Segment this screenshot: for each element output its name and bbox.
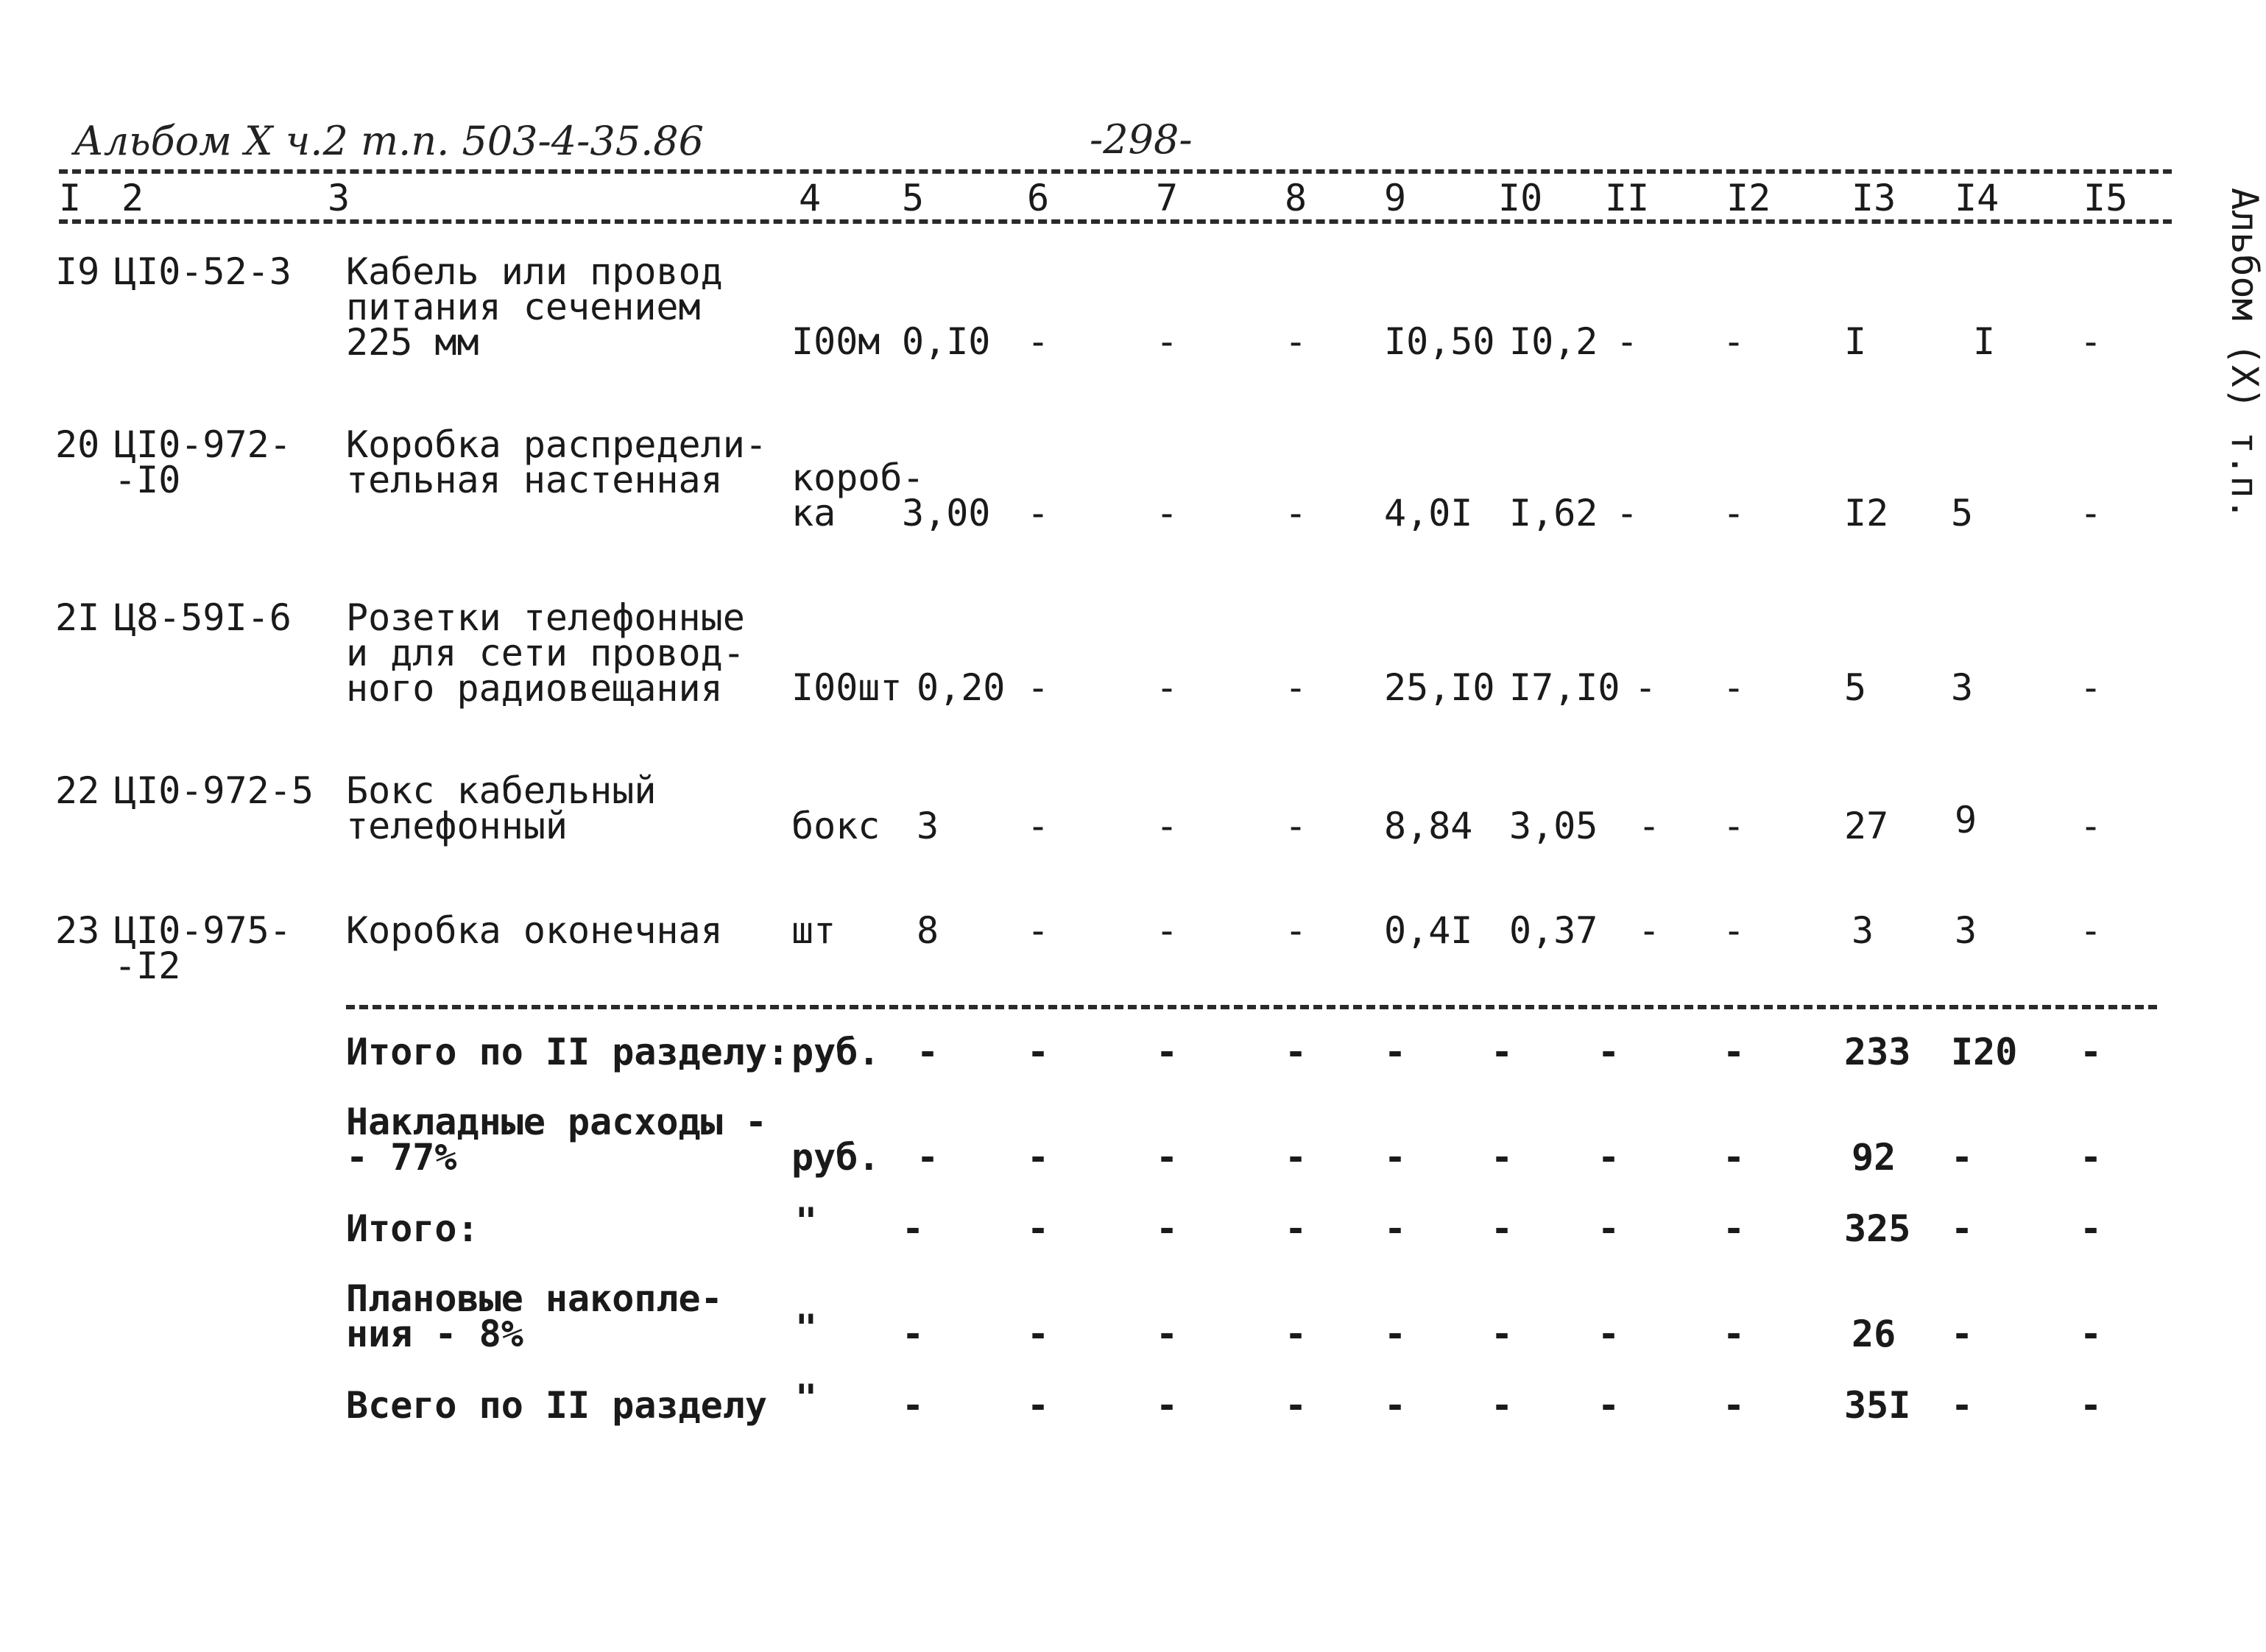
- cell: -: [2080, 492, 2103, 534]
- cell: -: [1723, 320, 1746, 363]
- cell: -: [1598, 1313, 1620, 1355]
- unit: ": [795, 1377, 818, 1419]
- cell: -: [1027, 909, 1050, 952]
- cell: -: [1285, 805, 1307, 847]
- cell: -: [1491, 1207, 1514, 1250]
- cell: -: [1384, 1136, 1407, 1179]
- cell: -: [1156, 1313, 1179, 1355]
- unit: бокс: [791, 805, 880, 847]
- cell: I: [1973, 320, 1996, 363]
- col-number: I: [59, 177, 82, 219]
- quantity: 8: [917, 909, 939, 952]
- unit: шт: [791, 909, 836, 952]
- col-number: II: [1605, 177, 1650, 219]
- row-number: I9: [55, 250, 100, 293]
- table-row: [0, 423, 2261, 545]
- cell: -: [1027, 805, 1050, 847]
- cell: -: [2080, 1313, 2103, 1355]
- cell: -: [1027, 1384, 1050, 1427]
- cell: -: [1285, 492, 1307, 534]
- cell: -: [917, 1136, 939, 1179]
- cell: -: [1027, 320, 1050, 363]
- cell: -: [1951, 1136, 1974, 1179]
- col-number: I4: [1955, 177, 1999, 219]
- cell: 3,05: [1509, 805, 1598, 847]
- cell: -: [1491, 1313, 1514, 1355]
- cell: -: [1598, 1207, 1620, 1250]
- cell: -: [1723, 1207, 1746, 1250]
- cell: -: [1723, 1384, 1746, 1427]
- cell: 5: [1844, 666, 1867, 709]
- cell: I0,50: [1384, 320, 1495, 363]
- cell: -: [902, 1207, 925, 1250]
- total-label: Итого по II разделу:: [346, 1031, 790, 1073]
- header-top-rule: [59, 169, 2172, 174]
- cell: -: [1723, 1136, 1746, 1179]
- col-number: 4: [799, 177, 822, 219]
- totals-row: [0, 1101, 2261, 1179]
- cell: -: [2080, 1031, 2103, 1073]
- total-label: Всего по II разделу: [346, 1384, 767, 1427]
- side-album-label: Альбом (X) т.п.: [2223, 188, 2266, 520]
- cell: -: [2080, 1207, 2103, 1250]
- cell: 25,I0: [1384, 666, 1495, 709]
- cell: -: [1723, 492, 1746, 534]
- cell: -: [1951, 1207, 1974, 1250]
- cell: -: [1285, 909, 1307, 952]
- unit: ": [795, 1200, 818, 1243]
- cell: -: [1616, 320, 1639, 363]
- cell: -: [917, 1031, 939, 1073]
- totals-row: [0, 1277, 2261, 1355]
- cell: 9: [1955, 799, 1977, 841]
- cell: -: [1285, 1384, 1307, 1427]
- total-label: Плановые накопле- ния - 8%: [346, 1277, 723, 1355]
- totals-separator: [346, 1005, 2157, 1009]
- header-bottom-rule: [59, 219, 2172, 224]
- totals-row: [0, 1031, 2261, 1079]
- col-number: 3: [328, 177, 350, 219]
- cell: -: [1598, 1384, 1620, 1427]
- table-row: [0, 596, 2261, 718]
- col-number: I2: [1726, 177, 1771, 219]
- cell: I7,I0: [1509, 666, 1620, 709]
- col-number: 8: [1285, 177, 1307, 219]
- item-name: Бокс кабельный телефонный: [346, 769, 657, 847]
- price-code: ЦI0-972-5: [114, 769, 314, 812]
- item-name: Кабель или провод питания сечением 225 мм: [346, 250, 723, 364]
- cell: 233: [1844, 1031, 1911, 1073]
- cell: -: [1156, 1031, 1179, 1073]
- cell: I2: [1844, 492, 1889, 534]
- item-name: Коробка оконечная: [346, 909, 723, 952]
- quantity: 3,00: [902, 492, 991, 534]
- cell: -: [1156, 1384, 1179, 1427]
- col-number: 9: [1384, 177, 1407, 219]
- cell: -: [1491, 1136, 1514, 1179]
- cell: I,62: [1509, 492, 1598, 534]
- cell: -: [1027, 1207, 1050, 1250]
- cell: -: [1027, 666, 1050, 709]
- row-number: 23: [55, 909, 100, 952]
- cell: 0,4I: [1384, 909, 1473, 952]
- cell: -: [1285, 1031, 1307, 1073]
- cell: -: [1156, 666, 1179, 709]
- cell: -: [1156, 320, 1179, 363]
- cell: -: [2080, 909, 2103, 952]
- col-number: 6: [1027, 177, 1050, 219]
- cell: -: [2080, 1136, 2103, 1179]
- row-number: 2I: [55, 596, 100, 639]
- column-number-row: [0, 177, 2261, 219]
- cell: -: [1384, 1031, 1407, 1073]
- cell: -: [1951, 1384, 1974, 1427]
- cell: -: [902, 1313, 925, 1355]
- cell: 3: [1852, 909, 1874, 952]
- cell: -: [1491, 1384, 1514, 1427]
- cell: 3: [1951, 666, 1974, 709]
- cell: I0,2: [1509, 320, 1598, 363]
- cell: 325: [1844, 1207, 1911, 1250]
- total-label: Итого:: [346, 1207, 479, 1250]
- cell: -: [1285, 1136, 1307, 1179]
- cell: -: [2080, 320, 2103, 363]
- cell: 26: [1852, 1313, 1896, 1355]
- cell: -: [1384, 1313, 1407, 1355]
- item-name: Коробка распредели- тельная настенная: [346, 423, 767, 501]
- unit: руб.: [791, 1031, 880, 1073]
- cell: -: [1027, 1313, 1050, 1355]
- totals-row: [0, 1200, 2261, 1255]
- cell: 8,84: [1384, 805, 1473, 847]
- unit: I00м: [791, 320, 880, 363]
- item-name: Розетки телефонные и для сети провод- ного радиовещания: [346, 596, 745, 710]
- col-number: 7: [1156, 177, 1179, 219]
- price-code: ЦI0-52-3: [114, 250, 292, 293]
- cell: -: [1027, 492, 1050, 534]
- cell: 35I: [1844, 1384, 1911, 1427]
- price-code: ЦI0-975- -I2: [114, 909, 292, 987]
- unit: I00шт: [791, 666, 903, 709]
- cell: -: [2080, 805, 2103, 847]
- handwritten-album-reference: Альбом X ч.2 т.п. 503-4-35.86: [74, 118, 704, 164]
- col-number: 2: [121, 177, 144, 219]
- cell: -: [902, 1384, 925, 1427]
- col-number: I5: [2083, 177, 2128, 219]
- cell: -: [1285, 666, 1307, 709]
- cell: 5: [1951, 492, 1974, 534]
- cell: 4,0I: [1384, 492, 1473, 534]
- cell: -: [1638, 909, 1661, 952]
- cell: -: [1156, 1207, 1179, 1250]
- totals-row: [0, 1377, 2261, 1432]
- row-number: 20: [55, 423, 100, 466]
- total-label: Накладные расходы - - 77%: [346, 1101, 767, 1179]
- cell: -: [1156, 1136, 1179, 1179]
- cell: I: [1844, 320, 1867, 363]
- cell: -: [1027, 1031, 1050, 1073]
- price-code: ЦI0-972- -I0: [114, 423, 292, 501]
- cell: -: [2080, 1384, 2103, 1427]
- cell: 3: [1955, 909, 1977, 952]
- cell: -: [1384, 1207, 1407, 1250]
- cell: 0,37: [1509, 909, 1598, 952]
- cell: -: [1156, 492, 1179, 534]
- cell: -: [1156, 909, 1179, 952]
- table-row: [0, 909, 2261, 994]
- cell: 27: [1844, 805, 1889, 847]
- row-number: 22: [55, 769, 100, 812]
- cell: -: [1598, 1031, 1620, 1073]
- cell: I20: [1951, 1031, 2018, 1073]
- cell: -: [1027, 1136, 1050, 1179]
- cell: -: [1285, 1207, 1307, 1250]
- cell: -: [1723, 805, 1746, 847]
- col-number: I3: [1852, 177, 1896, 219]
- cell: -: [1634, 666, 1657, 709]
- cell: -: [1723, 1031, 1746, 1073]
- table-row: [0, 250, 2261, 372]
- quantity: 0,I0: [902, 320, 991, 363]
- cell: -: [1723, 909, 1746, 952]
- unit: ": [795, 1307, 818, 1349]
- cell: -: [1616, 492, 1639, 534]
- quantity: 0,20: [917, 666, 1006, 709]
- table-row: [0, 769, 2261, 854]
- cell: -: [1491, 1031, 1514, 1073]
- cell: -: [1384, 1384, 1407, 1427]
- cell: -: [1156, 805, 1179, 847]
- cell: -: [1723, 1313, 1746, 1355]
- cell: -: [1285, 1313, 1307, 1355]
- cell: -: [1598, 1136, 1620, 1179]
- cell: -: [1638, 805, 1661, 847]
- price-code: Ц8-59I-6: [114, 596, 292, 639]
- cell: -: [1951, 1313, 1974, 1355]
- cell: 92: [1852, 1136, 1896, 1179]
- cell: -: [1285, 320, 1307, 363]
- unit: руб.: [791, 1136, 880, 1179]
- page-number: -298-: [1090, 116, 1193, 163]
- col-number: I0: [1498, 177, 1543, 219]
- cell: -: [1723, 666, 1746, 709]
- cell: -: [2080, 666, 2103, 709]
- col-number: 5: [902, 177, 925, 219]
- quantity: 3: [917, 805, 939, 847]
- unit: короб- ка: [791, 456, 925, 534]
